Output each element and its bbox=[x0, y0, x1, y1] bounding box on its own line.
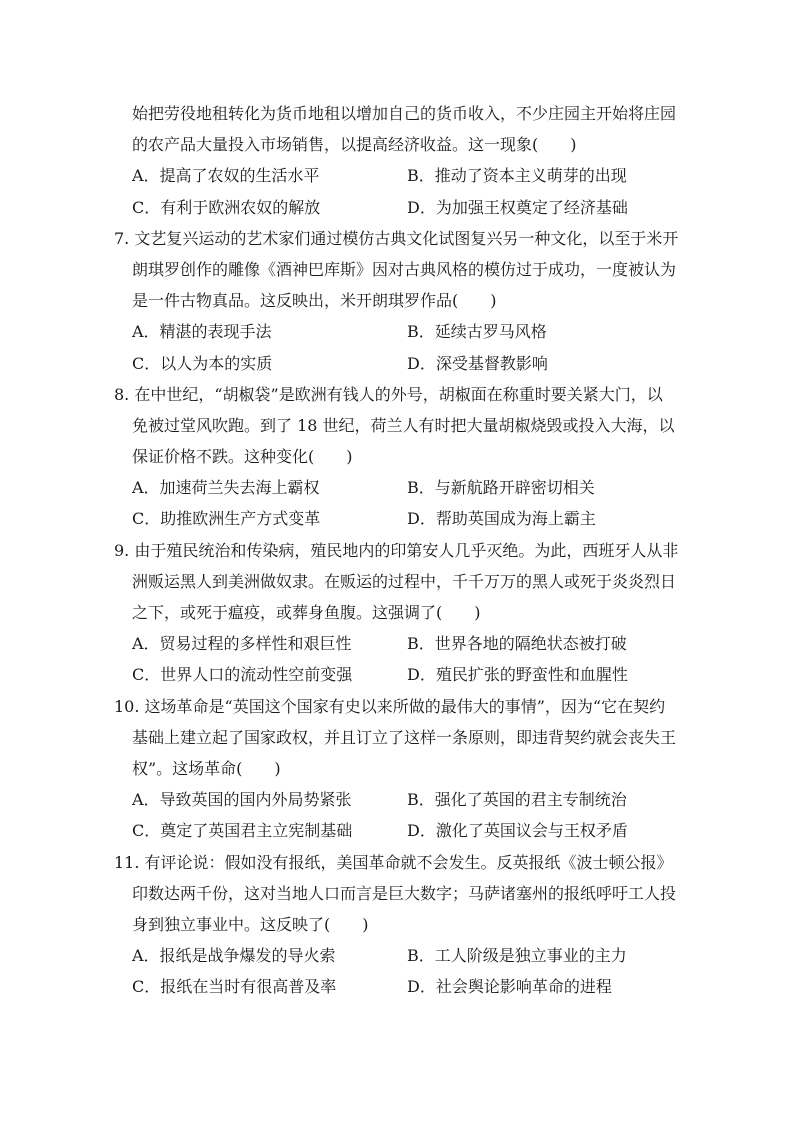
options-row bbox=[114, 628, 682, 659]
stem-line: 基础上建立起了国家政权，并且订立了这样一条原则，即违背契约就会丧失王 bbox=[132, 727, 677, 747]
stem-line: 10. 这场革命是“英国这个国家有史以来所做的最伟大的事情”，因为“它在契约 bbox=[114, 696, 666, 716]
option-c: C．报纸在当时有很高普及率 bbox=[132, 977, 337, 997]
stem-line: 保证价格不跌。这种变化( ) bbox=[132, 447, 353, 467]
option-d: D．帮助英国成为海上霸主 bbox=[407, 509, 596, 529]
exam-content bbox=[114, 98, 682, 1002]
stem-line: 9. 由于殖民统治和传染病，殖民地内的印第安人几乎灭绝。为此，西班牙人从非 bbox=[114, 540, 679, 560]
option-a: A．报纸是战争爆发的导火索 bbox=[132, 946, 336, 966]
stem-line: 权”。这场革命( ) bbox=[132, 758, 281, 778]
options-row bbox=[114, 940, 682, 971]
stem-line: 始把劳役地租转化为货币地租以增加自己的货币收入，不少庄园主开始将庄园 bbox=[132, 104, 677, 123]
options-row bbox=[114, 348, 682, 379]
option-c: C．奠定了英国君主立宪制基础 bbox=[132, 821, 353, 841]
option-b: B．工人阶级是独立事业的主力 bbox=[407, 946, 627, 966]
option-a: A．导致英国的国内外局势紧张 bbox=[132, 790, 352, 810]
option-b: B．与新航路开辟密切相关 bbox=[407, 478, 595, 498]
option-d: D．殖民扩张的野蛮性和血腥性 bbox=[407, 665, 628, 685]
option-d: D．社会舆论影响革命的进程 bbox=[407, 977, 612, 997]
option-d: D．为加强王权奠定了经济基础 bbox=[407, 197, 628, 217]
options-row bbox=[114, 472, 682, 503]
option-b: B．世界各地的隔绝状态被打破 bbox=[407, 634, 627, 654]
stem-line: 的农产品大量投入市场销售，以提高经济收益。这一现象( ) bbox=[132, 135, 577, 155]
option-d: D．激化了英国议会与王权矛盾 bbox=[407, 821, 628, 841]
stem-line: 是一件古物真品。这反映出，米开朗琪罗作品( ) bbox=[132, 291, 497, 311]
options-row bbox=[114, 503, 682, 534]
stem-line: 身到独立事业中。这反映了( ) bbox=[132, 914, 369, 934]
stem-line: 11. 有评论说：假如没有报纸，美国革命就不会发生。反英报纸《波士顿公报》 bbox=[114, 852, 673, 872]
options-row bbox=[114, 659, 682, 690]
question-7 bbox=[114, 223, 682, 379]
stem-line: 印数达两千份，这对当地人口而言是巨大数字；马萨诸塞州的报纸呼吁工人投 bbox=[132, 883, 677, 903]
option-c: C．以人为本的实质 bbox=[132, 353, 273, 373]
question-9 bbox=[114, 535, 682, 691]
options-row bbox=[114, 192, 682, 223]
option-c: C．有利于欧洲农奴的解放 bbox=[132, 197, 321, 217]
stem-line: 之下，或死于瘟疫，或葬身鱼腹。这强调了( ) bbox=[132, 603, 481, 622]
option-a: A．贸易过程的多样性和艰巨性 bbox=[132, 634, 352, 654]
stem-line: 8. 在中世纪，“胡椒袋”是欧洲有钱人的外号，胡椒面在称重时要关紧大门，以 bbox=[114, 384, 663, 404]
question-10 bbox=[114, 691, 682, 847]
option-b: B．推动了资本主义萌芽的出现 bbox=[407, 166, 627, 186]
option-c: C．世界人口的流动性空前变强 bbox=[132, 665, 353, 685]
stem-line: 免被过堂风吹跑。到了 18 世纪，荷兰人有时把大量胡椒烧毁或投入大海，以 bbox=[132, 415, 675, 435]
stem-line: 7. 文艺复兴运动的艺术家们通过模仿古典文化试图复兴另一种文化，以至于米开 bbox=[114, 228, 679, 248]
stem-line: 朗琪罗创作的雕像《酒神巴库斯》因对古典风格的模仿过于成功，一度被认为 bbox=[132, 259, 677, 279]
option-a: A．加速荷兰失去海上霸权 bbox=[132, 478, 320, 498]
option-b: B．延续古罗马风格 bbox=[407, 322, 547, 342]
option-d: D．深受基督教影响 bbox=[407, 353, 548, 373]
options-row bbox=[114, 815, 682, 846]
option-a: A．提高了农奴的生活水平 bbox=[132, 166, 320, 186]
options-row bbox=[114, 784, 682, 815]
options-row bbox=[114, 971, 682, 1002]
stem-line: 洲贩运黑人到美洲做奴隶。在贩运的过程中，千千万万的黑人或死于炎炎烈日 bbox=[132, 571, 677, 591]
option-b: B．强化了英国的君主专制统治 bbox=[407, 790, 627, 810]
question-8 bbox=[114, 379, 682, 535]
options-row bbox=[114, 316, 682, 347]
option-c: C．助推欧洲生产方式变革 bbox=[132, 509, 321, 529]
options-row bbox=[114, 160, 682, 191]
question-11 bbox=[114, 847, 682, 1003]
question-6-continuation bbox=[114, 98, 682, 223]
option-a: A．精湛的表现手法 bbox=[132, 322, 272, 342]
